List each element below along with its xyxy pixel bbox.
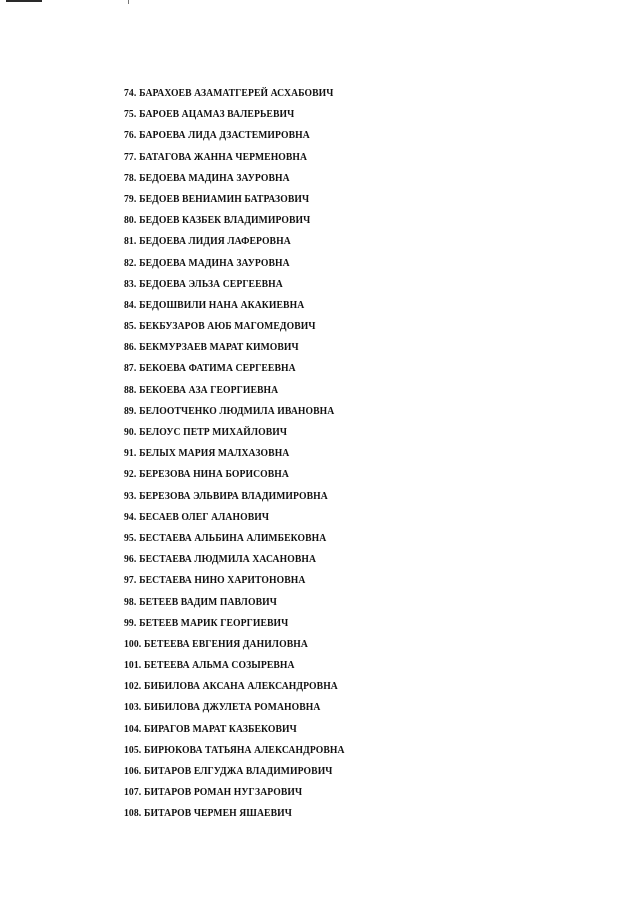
entry-full-name: БЕСТАЕВА ЛЮДМИЛА ХАСАНОВНА: [139, 554, 317, 566]
entry-number: 95.: [124, 532, 137, 544]
list-item: [124, 295, 345, 316]
list-item: [124, 570, 345, 591]
list-item: [124, 761, 345, 782]
entry-full-name: БИРЮКОВА ТАТЬЯНА АЛЕКСАНДРОВНА: [144, 744, 345, 756]
scan-artifact-tick: [128, 0, 129, 4]
entry-full-name: БЕДОЕВА МАДИНА ЗАУРОВНА: [139, 257, 290, 269]
entry-number: 81.: [124, 236, 137, 248]
entry-full-name: БЕСТАЕВА НИНО ХАРИТОНОВНА: [139, 575, 306, 587]
scan-artifact-mark: [6, 0, 42, 2]
list-item: [124, 358, 345, 379]
list-item: [124, 655, 345, 676]
list-item: [124, 634, 345, 655]
entry-number: 84.: [124, 299, 137, 311]
entry-full-name: БИБИЛОВА АКСАНА АЛЕКСАНДРОВНА: [144, 681, 338, 693]
entry-full-name: БЕКМУРЗАЕВ МАРАТ КИМОВИЧ: [139, 342, 299, 354]
list-item: [124, 486, 345, 507]
entry-number: 82.: [124, 257, 137, 269]
entry-number: 94.: [124, 511, 137, 523]
entry-full-name: БЕДОЕВ ВЕНИАМИН БАТРАЗОВИЧ: [139, 193, 310, 205]
list-item: [124, 676, 345, 697]
list-item: [124, 168, 345, 189]
entry-number: 100.: [124, 638, 142, 650]
entry-full-name: БЕКБУЗАРОВ АЮБ МАГОМЕДОВИЧ: [139, 321, 316, 333]
entry-number: 102.: [124, 681, 142, 693]
list-item: [124, 697, 345, 718]
list-item: [124, 104, 345, 125]
entry-full-name: БЕТЕЕВ МАРИК ГЕОРГИЕВИЧ: [139, 617, 289, 629]
entry-full-name: БИТАРОВ ЕЛГУДЖА ВЛАДИМИРОВИЧ: [144, 766, 333, 777]
entry-full-name: БИБИЛОВА ДЖУЛЕТА РОМАНОВНА: [144, 702, 321, 714]
entry-full-name: БАТАГОВА ЖАННА ЧЕРМЕНОВНА: [139, 151, 308, 163]
entry-number: 87.: [124, 363, 137, 375]
entry-number: 90.: [124, 427, 137, 438]
entry-full-name: БЕТЕЕВА АЛЬМА СОЗЫРЕВНА: [144, 660, 295, 672]
entry-number: 91.: [124, 448, 137, 460]
list-item: [124, 464, 345, 485]
entry-number: 83.: [124, 278, 137, 290]
entry-number: 78.: [124, 172, 137, 184]
entry-full-name: БЕЛЫХ МАРИЯ МАЛХАЗОВНА: [139, 448, 290, 460]
list-item: [124, 401, 345, 422]
list-item: [124, 740, 345, 761]
list-item: [124, 274, 345, 295]
list-item: [124, 719, 345, 740]
entry-full-name: БАРОЕВ АЦАМАЗ ВАЛЕРЬЕВИЧ: [139, 109, 295, 121]
entry-number: 104.: [124, 723, 142, 735]
list-item: [124, 210, 345, 231]
entry-full-name: БЕДОЕВ КАЗБЕК ВЛАДИМИРОВИЧ: [139, 215, 311, 227]
list-item: [124, 253, 345, 274]
entry-full-name: БЕДОШВИЛИ НАНА АКАКИЕВНА: [139, 299, 305, 311]
entry-number: 85.: [124, 321, 137, 333]
entry-full-name: БЕТЕЕВ ВАДИМ ПАВЛОВИЧ: [139, 596, 277, 608]
list-item: [124, 528, 345, 549]
entry-full-name: БЕДОЕВА ЭЛЬЗА СЕРГЕЕВНА: [139, 278, 283, 290]
list-item: [124, 782, 345, 803]
entry-full-name: БЕРЕЗОВА ЭЛЬВИРА ВЛАДИМИРОВНА: [139, 490, 328, 502]
list-item: [124, 316, 345, 337]
entry-number: 105.: [124, 744, 142, 756]
entry-number: 89.: [124, 405, 137, 417]
list-item: [124, 380, 345, 401]
entry-full-name: БИРАГОВ МАРАТ КАЗБЕКОВИЧ: [144, 723, 297, 735]
entry-number: 74.: [124, 88, 137, 99]
entry-number: 99.: [124, 617, 137, 629]
list-item: [124, 147, 345, 168]
entry-number: 88.: [124, 384, 137, 396]
entry-full-name: БЕДОЕВА МАДИНА ЗАУРОВНА: [139, 172, 290, 184]
entry-number: 77.: [124, 151, 137, 163]
entry-number: 96.: [124, 554, 137, 566]
list-item: [124, 189, 345, 210]
entry-number: 107.: [124, 787, 142, 799]
entry-number: 103.: [124, 702, 142, 714]
entry-number: 101.: [124, 660, 142, 672]
entry-full-name: БЕЛООТЧЕНКО ЛЮДМИЛА ИВАНОВНА: [139, 405, 335, 417]
list-item: [124, 337, 345, 358]
entry-full-name: БЕКОЕВА АЗА ГЕОРГИЕВНА: [139, 384, 279, 396]
list-item: [124, 83, 345, 104]
list-item: [124, 422, 345, 443]
entry-number: 93.: [124, 490, 137, 502]
list-item: [124, 507, 345, 528]
entry-number: 106.: [124, 766, 142, 777]
entry-full-name: БИТАРОВ РОМАН НУГЗАРОВИЧ: [144, 787, 303, 799]
list-item: [124, 803, 345, 824]
entry-number: 80.: [124, 215, 137, 227]
entry-full-name: БЕКОЕВА ФАТИМА СЕРГЕЕВНА: [139, 363, 296, 375]
entry-full-name: БЕСТАЕВА АЛЬБИНА АЛИМБЕКОВНА: [139, 532, 327, 544]
entry-full-name: БЕЛОУС ПЕТР МИХАЙЛОВИЧ: [139, 427, 288, 438]
entry-full-name: БЕТЕЕВА ЕВГЕНИЯ ДАНИЛОВНА: [144, 638, 308, 650]
entry-number: 97.: [124, 575, 137, 587]
entry-number: 79.: [124, 193, 137, 205]
entry-number: 76.: [124, 130, 137, 142]
entry-number: 75.: [124, 109, 137, 121]
list-item: [124, 443, 345, 464]
entry-full-name: БЕСАЕВ ОЛЕГ АЛАНОВИЧ: [139, 511, 270, 523]
list-item: [124, 549, 345, 570]
entry-full-name: БЕРЕЗОВА НИНА БОРИСОВНА: [139, 469, 289, 481]
entry-full-name: БИТАРОВ ЧЕРМЕН ЯШАЕВИЧ: [144, 808, 292, 820]
entry-number: 92.: [124, 469, 137, 481]
entry-number: 108.: [124, 808, 142, 820]
entry-full-name: БЕДОЕВА ЛИДИЯ ЛАФЕРОВНА: [139, 236, 291, 248]
list-item: [124, 125, 345, 146]
entry-number: 98.: [124, 596, 137, 608]
entry-full-name: БАРАХОЕВ АЗАМАТГЕРЕЙ АСХАБОВИЧ: [139, 88, 334, 99]
list-item: [124, 231, 345, 252]
name-list: [124, 83, 364, 825]
list-item: [124, 613, 345, 634]
entry-full-name: БАРОЕВА ЛИДА ДЗАСТЕМИРОВНА: [139, 130, 310, 142]
list-item: [124, 592, 345, 613]
entry-number: 86.: [124, 342, 137, 354]
